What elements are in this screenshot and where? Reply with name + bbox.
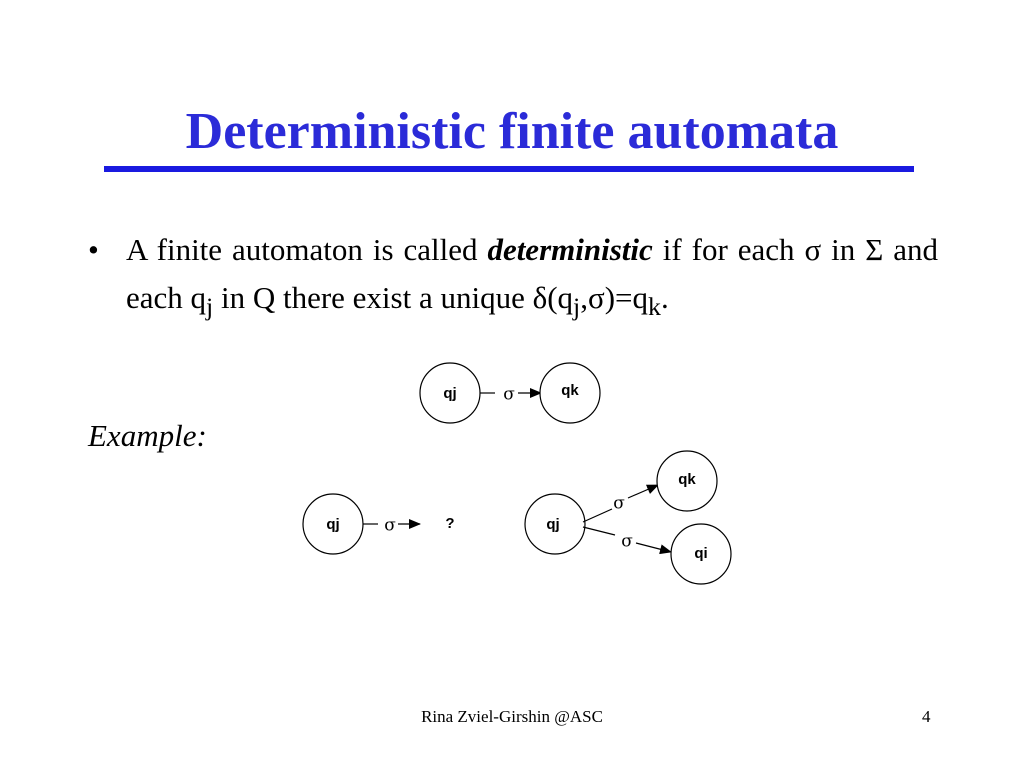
subscript-k: k xyxy=(648,292,661,322)
transition-symbol: σ xyxy=(621,531,633,552)
state-label: qk xyxy=(561,381,579,399)
text-part: in xyxy=(821,232,866,267)
emphasis-deterministic: deterministic xyxy=(487,232,653,267)
example-label: Example: xyxy=(88,418,207,453)
subscript-j: j xyxy=(206,292,214,322)
text-part: , xyxy=(580,280,588,315)
state-label: qj xyxy=(326,515,340,533)
transition-symbol: σ xyxy=(503,384,515,405)
text-part: in Q there exist a unique xyxy=(213,280,533,315)
state-label: qj xyxy=(546,515,560,533)
delta-symbol: δ xyxy=(532,280,548,315)
text-part: (q xyxy=(547,280,574,315)
transition-line xyxy=(583,509,612,522)
transition-line xyxy=(583,527,615,535)
top-transition-diagram xyxy=(420,363,600,423)
state-label: qj xyxy=(443,384,457,402)
page-number: 4 xyxy=(922,707,931,726)
transition-arrow xyxy=(636,543,671,552)
text-part: . xyxy=(660,280,669,315)
transition-arrow xyxy=(628,485,658,498)
unknown-state-label: ? xyxy=(445,514,455,532)
missing-transition-diagram xyxy=(303,494,455,554)
text-part: )=q xyxy=(604,280,649,315)
transition-symbol: σ xyxy=(613,493,625,514)
state-label: qk xyxy=(678,470,696,488)
capital-sigma-symbol: Σ xyxy=(865,232,884,267)
state-label: qi xyxy=(694,544,708,562)
text-part: if for each xyxy=(652,232,805,267)
text-part: and each q xyxy=(126,232,938,315)
subscript-j: j xyxy=(573,292,581,322)
bullet-marker: • xyxy=(88,232,99,267)
sigma-symbol: σ xyxy=(587,280,605,315)
footer-author: Rina Zviel-Girshin @ASC xyxy=(421,707,603,726)
nondeterministic-diagram xyxy=(525,451,731,584)
transition-symbol: σ xyxy=(384,515,396,536)
text-part: A finite automaton is called xyxy=(126,232,488,267)
sigma-symbol: σ xyxy=(804,232,822,267)
slide-title: Deterministic finite automata xyxy=(185,103,839,160)
